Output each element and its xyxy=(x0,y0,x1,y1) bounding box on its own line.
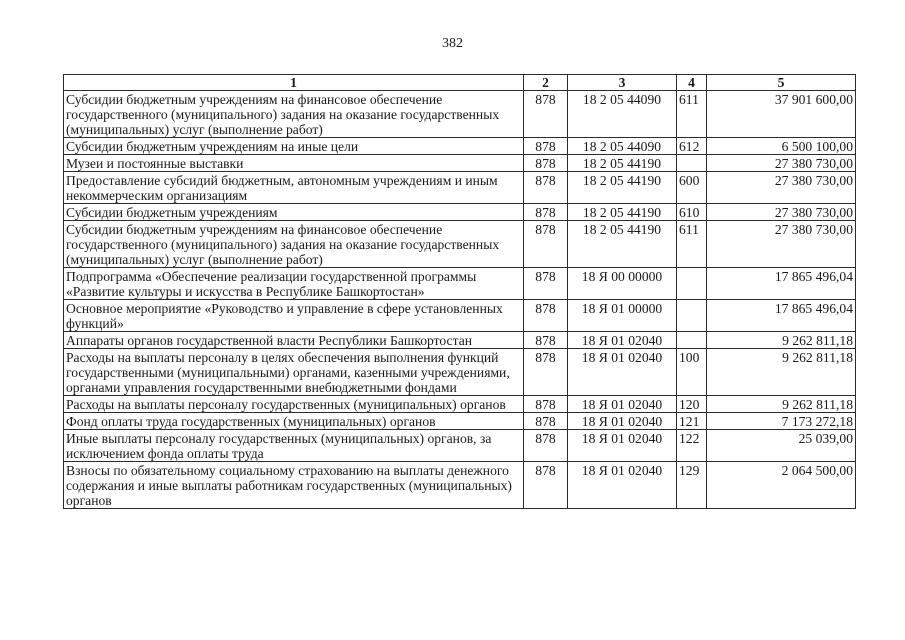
row-admin-code: 878 xyxy=(524,300,568,332)
row-name: Иные выплаты персоналу государственных (муниципальных) органов, за исключением фонда оплаты труда xyxy=(64,430,524,462)
row-admin-code: 878 xyxy=(524,430,568,462)
row-amount: 27 380 730,00 xyxy=(707,172,856,204)
row-expense-type: 122 xyxy=(677,430,707,462)
row-target-code: 18 Я 01 02040 xyxy=(568,462,677,509)
column-header-expense-type: 4 xyxy=(677,75,707,91)
row-target-code: 18 Я 01 02040 xyxy=(568,430,677,462)
row-amount: 25 039,00 xyxy=(707,430,856,462)
row-target-code: 18 Я 01 02040 xyxy=(568,349,677,396)
row-target-code: 18 2 05 44190 xyxy=(568,172,677,204)
row-target-code: 18 2 05 44190 xyxy=(568,155,677,172)
row-expense-type: 129 xyxy=(677,462,707,509)
row-name: Музеи и постоянные выставки xyxy=(64,155,524,172)
table-row xyxy=(64,430,856,462)
column-header-admin: 2 xyxy=(524,75,568,91)
table-row xyxy=(64,155,856,172)
row-admin-code: 878 xyxy=(524,204,568,221)
row-target-code: 18 2 05 44190 xyxy=(568,221,677,268)
row-amount: 9 262 811,18 xyxy=(707,396,856,413)
row-amount: 2 064 500,00 xyxy=(707,462,856,509)
table-row xyxy=(64,349,856,396)
table-row xyxy=(64,332,856,349)
row-name: Расходы на выплаты персоналу в целях обеспечения выполнения функций государственными (муниципальными) органами, казенными учреждениями, органами управления государственными внебюджетными фондами xyxy=(64,349,524,396)
row-name: Аппараты органов государственной власти Республики Башкортостан xyxy=(64,332,524,349)
page-number: 382 xyxy=(442,36,463,51)
row-admin-code: 878 xyxy=(524,396,568,413)
row-name: Субсидии бюджетным учреждениям на иные цели xyxy=(64,138,524,155)
row-expense-type xyxy=(677,155,707,172)
row-amount: 37 901 600,00 xyxy=(707,91,856,138)
row-target-code: 18 2 05 44190 xyxy=(568,204,677,221)
table-row xyxy=(64,268,856,300)
row-admin-code: 878 xyxy=(524,268,568,300)
row-admin-code: 878 xyxy=(524,332,568,349)
table-row xyxy=(64,462,856,509)
row-admin-code: 878 xyxy=(524,221,568,268)
row-amount: 6 500 100,00 xyxy=(707,138,856,155)
row-expense-type: 612 xyxy=(677,138,707,155)
row-expense-type: 600 xyxy=(677,172,707,204)
row-admin-code: 878 xyxy=(524,155,568,172)
row-target-code: 18 Я 01 00000 xyxy=(568,300,677,332)
row-target-code: 18 2 05 44090 xyxy=(568,91,677,138)
table-row xyxy=(64,396,856,413)
row-name: Подпрограмма «Обеспечение реализации государственной программы «Развитие культуры и искусства в Республике Башкортостан» xyxy=(64,268,524,300)
row-expense-type xyxy=(677,332,707,349)
budget-table xyxy=(63,74,856,509)
table-row xyxy=(64,221,856,268)
row-target-code: 18 Я 01 02040 xyxy=(568,396,677,413)
table-row xyxy=(64,204,856,221)
row-admin-code: 878 xyxy=(524,349,568,396)
row-amount: 27 380 730,00 xyxy=(707,204,856,221)
row-expense-type: 121 xyxy=(677,413,707,430)
row-target-code: 18 Я 00 00000 xyxy=(568,268,677,300)
row-name: Фонд оплаты труда государственных (муниципальных) органов xyxy=(64,413,524,430)
row-expense-type: 610 xyxy=(677,204,707,221)
table-row xyxy=(64,413,856,430)
row-name: Расходы на выплаты персоналу государственных (муниципальных) органов xyxy=(64,396,524,413)
row-target-code: 18 2 05 44090 xyxy=(568,138,677,155)
row-expense-type: 100 xyxy=(677,349,707,396)
row-amount: 17 865 496,04 xyxy=(707,300,856,332)
row-amount: 9 262 811,18 xyxy=(707,332,856,349)
row-expense-type: 120 xyxy=(677,396,707,413)
column-header-amount: 5 xyxy=(707,75,856,91)
row-admin-code: 878 xyxy=(524,138,568,155)
row-target-code: 18 Я 01 02040 xyxy=(568,332,677,349)
row-name: Предоставление субсидий бюджетным, автономным учреждениям и иным некоммерческим организациям xyxy=(64,172,524,204)
row-name: Субсидии бюджетным учреждениям xyxy=(64,204,524,221)
row-name: Взносы по обязательному социальному страхованию на выплаты денежного содержания и иные выплаты работникам государственных (муниципальных) органов xyxy=(64,462,524,509)
row-admin-code: 878 xyxy=(524,172,568,204)
row-amount: 27 380 730,00 xyxy=(707,221,856,268)
row-expense-type xyxy=(677,300,707,332)
column-header-name: 1 xyxy=(64,75,524,91)
row-amount: 7 173 272,18 xyxy=(707,413,856,430)
row-name: Основное мероприятие «Руководство и управление в сфере установленных функций» xyxy=(64,300,524,332)
row-amount: 17 865 496,04 xyxy=(707,268,856,300)
row-expense-type: 611 xyxy=(677,91,707,138)
column-header-target: 3 xyxy=(568,75,677,91)
row-admin-code: 878 xyxy=(524,462,568,509)
row-target-code: 18 Я 01 02040 xyxy=(568,413,677,430)
row-name: Субсидии бюджетным учреждениям на финансовое обеспечение государственного (муниципального) задания на оказание государственных (муниципальных) услуг (выполнение работ) xyxy=(64,221,524,268)
row-amount: 27 380 730,00 xyxy=(707,155,856,172)
table-row xyxy=(64,91,856,138)
table-row xyxy=(64,172,856,204)
row-amount: 9 262 811,18 xyxy=(707,349,856,396)
row-admin-code: 878 xyxy=(524,413,568,430)
table-header-row xyxy=(64,75,856,91)
row-name: Субсидии бюджетным учреждениям на финансовое обеспечение государственного (муниципального) задания на оказание государственных (муниципальных) услуг (выполнение работ) xyxy=(64,91,524,138)
row-expense-type xyxy=(677,268,707,300)
table-row xyxy=(64,300,856,332)
row-expense-type: 611 xyxy=(677,221,707,268)
row-admin-code: 878 xyxy=(524,91,568,138)
table-row xyxy=(64,138,856,155)
